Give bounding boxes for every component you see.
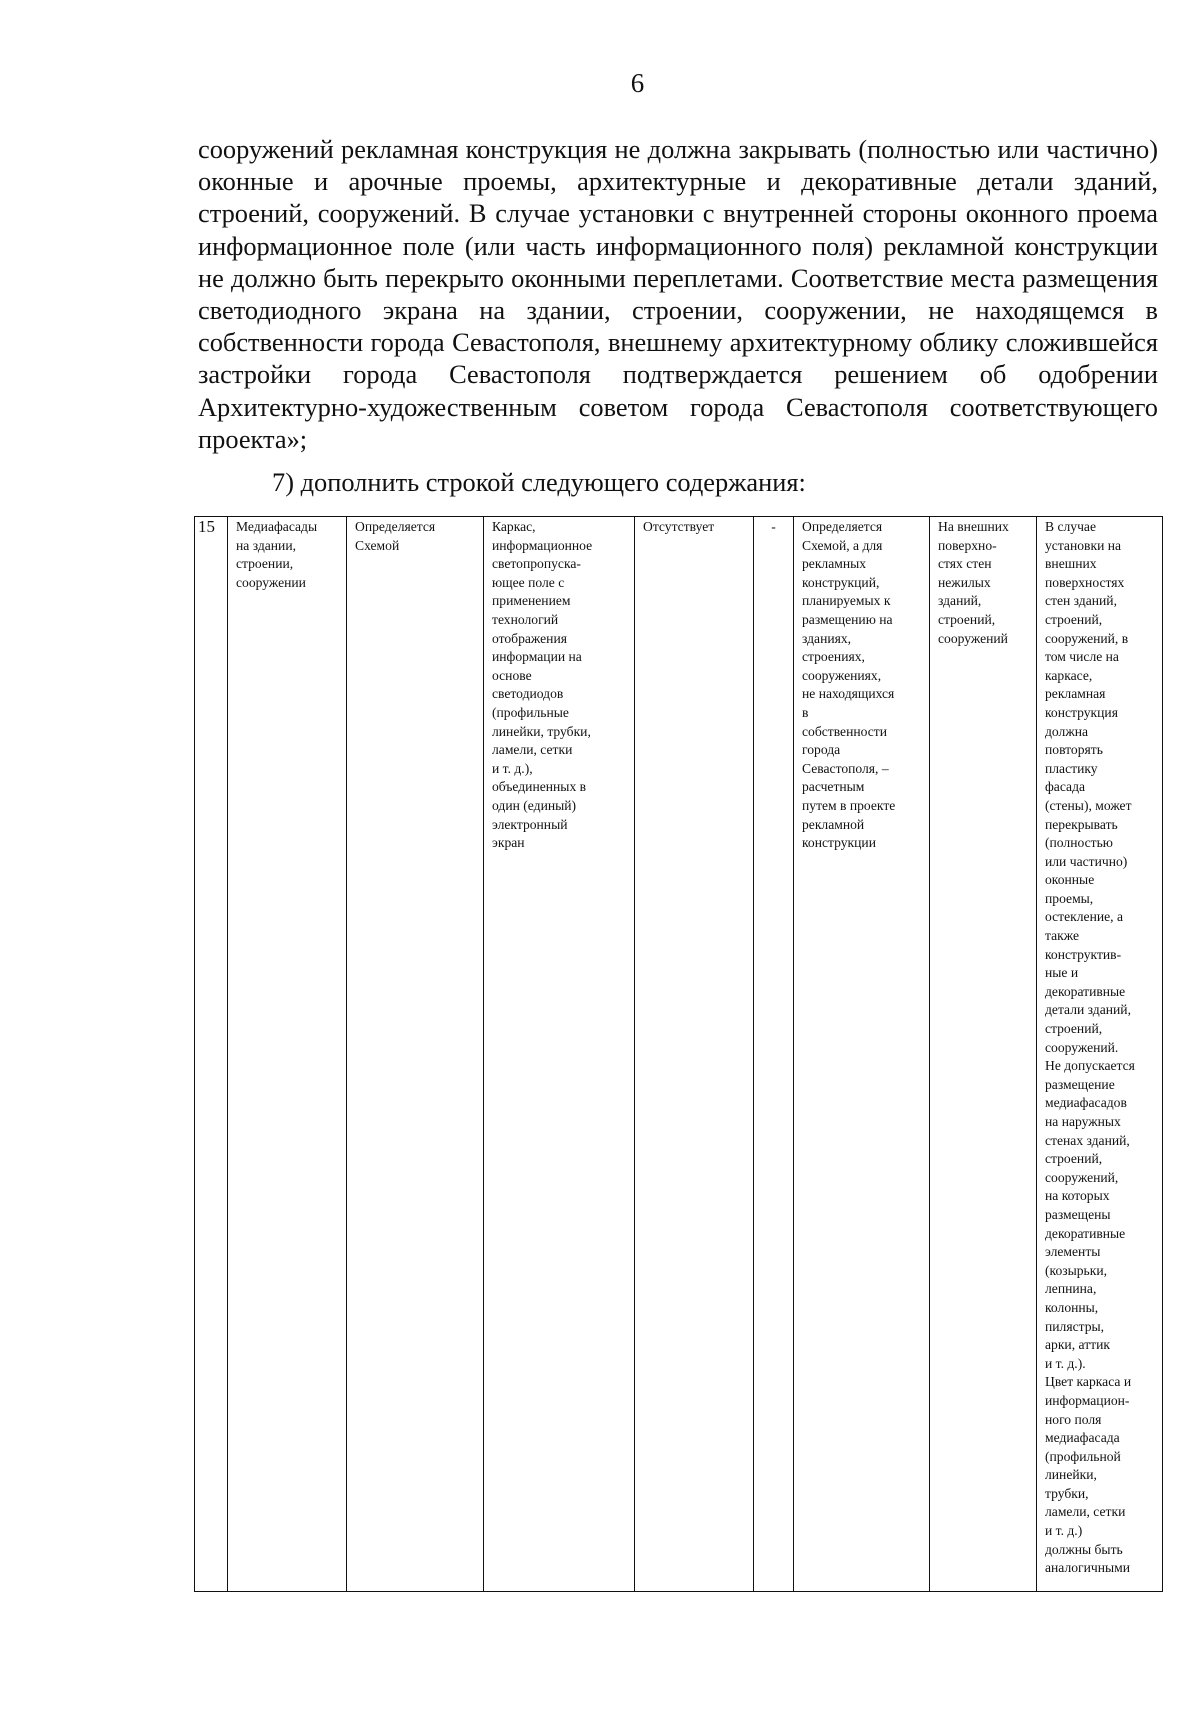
- description-text: Каркас, информационное светопропуска- ющее поле с применением технологий отображения информации на основе светодиодов (профильные линейки, трубки, ламели, сетки и т. д.), объединенных в один (единый) электронный экран: [492, 519, 593, 851]
- count-cell: [794, 517, 930, 1592]
- size-cell: [347, 517, 484, 1592]
- paragraph-text: сооружений рекламная конструкция не должна закрывать (полностью или частично) оконные и арочные проемы, архитектурные и декоративные детали зданий, строений, сооружений. В случае установки с внутренней стороны оконного проема информационное поле (или часть информационного поля) рекламной конструкции не должно быть перекрыто оконными переплетами. Соответствие места размещения светодиодного экрана на здании, строении, сооружении, не находящемся в собственности города Севастополя, внешнему архитектурному облику сложившейся застройки города Севастополя подтверждается решением об одобрении Архитектурно-художественным советом города Севастополя соответствующего проекта»;: [198, 134, 1158, 454]
- location-cell: [930, 517, 1037, 1592]
- location-text: На внешних поверхно- стях стен нежилых зданий, строений, сооружений: [938, 519, 1009, 646]
- extra-text: -: [771, 519, 776, 534]
- row-number-cell: [195, 517, 228, 1592]
- requirements-text: В случае установки на внешних поверхностях стен зданий, строений, сооружений, в том числе на каркасе, рекламная конструкция должна повторять пластику фасада (стены), может перекрывать (полностью или частично) оконные проемы, остекление, а также конструктив- ные и декоративные детали зданий, строений, сооружений. Не допускается размещение медиафасадов на наружных стенах зданий, строений, сооружений, на которых размещены декоративные элементы (козырьки, лепнина, колонны, пилястры, арки, аттик и т. д.). Цвет каркаса и информацион- ного поля медиафасада (профильной линейки, трубки, ламели, сетки и т. д.) должны быть аналогичными: [1045, 519, 1135, 1576]
- description-cell: [484, 517, 635, 1592]
- body-paragraph: [198, 133, 1158, 455]
- extra-cell: [754, 517, 794, 1592]
- fields-text: Отсутствует: [643, 519, 715, 534]
- type-text: Медиафасады на здании, строении, сооружении: [236, 519, 318, 590]
- advertising-structures-table: [194, 516, 1163, 1592]
- row-number: 15: [198, 517, 215, 536]
- fields-cell: [635, 517, 754, 1592]
- type-cell: [228, 517, 347, 1592]
- count-text: Определяется Схемой, а для рекламных конструкций, планируемых к размещению на зданиях, строениях, сооружениях, не находящихся в собственности города Севастополя, – расчетным путем в проекте рекламной конструкции: [802, 519, 896, 851]
- page-number: 6: [630, 68, 645, 98]
- requirements-cell: [1037, 517, 1163, 1592]
- size-text: Определяется Схемой: [355, 519, 436, 553]
- amendment-instruction: 7) дополнить строкой следующего содержания:: [272, 467, 806, 497]
- table-row: [195, 517, 1163, 1592]
